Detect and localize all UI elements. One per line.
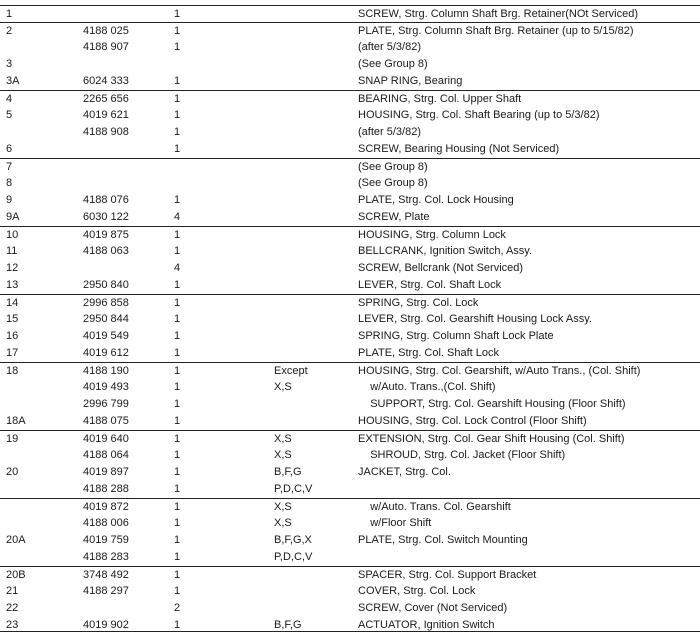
quantity: 1	[174, 619, 181, 631]
description: w/Floor Shift	[358, 517, 432, 529]
quantity: 1	[174, 433, 181, 445]
description: SCREW, Strg. Column Shaft Brg. Retainer(NOt Serviced)	[358, 8, 638, 20]
model-code: B,F,G	[274, 466, 302, 478]
table-row	[0, 362, 700, 379]
part-number: 4188 908	[83, 126, 129, 138]
item-number: 13	[6, 279, 19, 291]
table-row	[0, 124, 700, 141]
description: JACKET, Strg. Col.	[358, 466, 451, 478]
part-number: 4019 872	[83, 501, 129, 513]
part-number: 4019 902	[83, 619, 129, 631]
description: HOUSING, Strg. Col. Lock Control (Floor Shift)	[358, 415, 587, 427]
quantity: 1	[174, 279, 181, 291]
quantity: 1	[174, 365, 181, 377]
part-number: 4188 907	[83, 41, 129, 53]
part-number: 2996 799	[83, 398, 129, 410]
quantity: 1	[174, 8, 181, 20]
item-number: 15	[6, 313, 19, 325]
item-number: 16	[6, 330, 19, 342]
table-row	[0, 464, 700, 481]
description: (after 5/3/82)	[358, 41, 421, 53]
description: SCREW, Cover (Not Serviced)	[358, 602, 508, 614]
item-number: 22	[6, 602, 19, 614]
part-number: 4019 549	[83, 330, 129, 342]
table-row	[0, 481, 700, 498]
description: SCREW, Plate	[358, 211, 430, 223]
item-number: 11	[6, 245, 18, 257]
item-number: 3A	[6, 75, 20, 87]
quantity: 1	[174, 517, 181, 529]
quantity: 1	[174, 126, 181, 138]
part-number: 4019 493	[83, 381, 129, 393]
quantity: 1	[174, 25, 181, 37]
description: HOUSING, Strg. Col. Shaft Bearing (up to 5/3/82)	[358, 109, 600, 121]
model-code: X,S	[274, 381, 292, 393]
part-number: 4188 063	[83, 245, 129, 257]
quantity: 1	[174, 415, 181, 427]
table-row	[0, 328, 700, 345]
quantity: 1	[174, 381, 181, 393]
part-number: 2950 844	[83, 313, 129, 325]
description: SCREW, Bellcrank (Not Serviced)	[358, 262, 524, 274]
description: w/Auto. Trans. Col. Gearshift	[358, 501, 511, 513]
table-row	[0, 243, 700, 260]
item-number: 20	[6, 466, 19, 478]
description: SHROUD, Strg. Col. Jacket (Floor Shift)	[358, 449, 566, 461]
item-number: 14	[6, 297, 19, 309]
model-code: Except	[274, 365, 308, 377]
quantity: 1	[174, 109, 181, 121]
description: (See Group 8)	[358, 161, 428, 173]
item-number: 18A	[6, 415, 26, 427]
model-code: X,S	[274, 517, 292, 529]
part-number: 2996 858	[83, 297, 129, 309]
part-number: 4188 025	[83, 25, 129, 37]
part-number: 4019 759	[83, 534, 129, 546]
part-number: 4019 640	[83, 433, 129, 445]
quantity: 1	[174, 41, 181, 53]
table-row	[0, 600, 700, 617]
part-number: 2265 656	[83, 93, 129, 105]
part-number: 4188 076	[83, 194, 129, 206]
item-number: 5	[6, 109, 13, 121]
table-row	[0, 532, 700, 549]
part-number: 4188 064	[83, 449, 129, 461]
part-number: 4188 190	[83, 365, 129, 377]
table-row	[0, 277, 700, 294]
part-number: 4019 612	[83, 347, 129, 359]
description: HOUSING, Strg. Col. Gearshift, w/Auto Trans., (Col. Shift)	[358, 365, 641, 377]
part-number: 4188 006	[83, 517, 129, 529]
table-row	[0, 447, 700, 464]
description: (See Group 8)	[358, 58, 428, 70]
table-row	[0, 56, 700, 73]
table-row	[0, 73, 700, 90]
quantity: 1	[174, 229, 181, 241]
item-number: 21	[6, 585, 19, 597]
quantity: 1	[174, 551, 181, 563]
model-code: P,D,C,V	[274, 551, 313, 563]
table-row	[0, 39, 700, 56]
model-code: X,S	[274, 501, 292, 513]
table-row	[0, 583, 700, 600]
table-row	[0, 22, 700, 39]
description: PLATE, Strg. Col. Shaft Lock	[358, 347, 500, 359]
description: ACTUATOR, Ignition Switch	[358, 619, 495, 631]
table-row	[0, 430, 700, 447]
part-number: 4188 283	[83, 551, 129, 563]
item-number: 2	[6, 25, 13, 37]
description: BEARING, Strg. Col. Upper Shaft	[358, 93, 522, 105]
description: PLATE, Strg. Col. Lock Housing	[358, 194, 514, 206]
table-row	[0, 158, 700, 175]
item-number: 3	[6, 58, 13, 70]
table-row	[0, 549, 700, 566]
table-row	[0, 515, 700, 532]
item-number: 6	[6, 143, 13, 155]
description: w/Auto. Trans.,(Col. Shift)	[358, 381, 496, 393]
description: SPRING, Strg. Column Shaft Lock Plate	[358, 330, 554, 342]
description: COVER, Strg. Col. Lock	[358, 585, 476, 597]
item-number: 7	[6, 161, 13, 173]
description: PLATE, Strg. Column Shaft Brg. Retainer (up to 5/15/82)	[358, 25, 634, 37]
description: SUPPORT, Strg. Col. Gearshift Housing (Floor Shift)	[358, 398, 626, 410]
quantity: 1	[174, 313, 181, 325]
quantity: 2	[174, 602, 181, 614]
table-row	[0, 345, 700, 362]
item-number: 9A	[6, 211, 20, 223]
table-row	[0, 311, 700, 328]
description: HOUSING, Strg. Column Lock	[358, 229, 506, 241]
description: PLATE, Strg. Col. Switch Mounting	[358, 534, 528, 546]
table-row	[0, 413, 700, 430]
table-row	[0, 226, 700, 243]
quantity: 4	[174, 262, 181, 274]
part-number: 4188 297	[83, 585, 129, 597]
description: BELLCRANK, Ignition Switch, Assy.	[358, 245, 533, 257]
part-number: 2950 840	[83, 279, 129, 291]
quantity: 1	[174, 347, 181, 359]
quantity: 1	[174, 143, 181, 155]
quantity: 1	[174, 75, 181, 87]
table-row	[0, 294, 700, 311]
part-number: 6030 122	[83, 211, 129, 223]
quantity: 1	[174, 449, 181, 461]
quantity: 1	[174, 297, 181, 309]
item-number: 20B	[6, 569, 26, 581]
quantity: 1	[174, 534, 181, 546]
bottom-rule	[0, 631, 700, 632]
description: SPACER, Strg. Col. Support Bracket	[358, 569, 537, 581]
quantity: 1	[174, 245, 181, 257]
table-row	[0, 209, 700, 226]
item-number: 17	[6, 347, 19, 359]
item-number: 20A	[6, 534, 26, 546]
model-code: P,D,C,V	[274, 483, 313, 495]
part-number: 4188 288	[83, 483, 129, 495]
quantity: 1	[174, 466, 181, 478]
description: SNAP RING, Bearing	[358, 75, 463, 87]
table-row	[0, 396, 700, 413]
quantity: 1	[174, 330, 181, 342]
item-number: 23	[6, 619, 19, 631]
item-number: 18	[6, 365, 19, 377]
description: SCREW, Bearing Housing (Not Serviced)	[358, 143, 560, 155]
description: LEVER, Strg. Col. Shaft Lock	[358, 279, 502, 291]
description: (after 5/3/82)	[358, 126, 421, 138]
table-row	[0, 566, 700, 583]
item-number: 19	[6, 433, 19, 445]
quantity: 1	[174, 93, 181, 105]
quantity: 1	[174, 501, 181, 513]
table-row	[0, 175, 700, 192]
item-number: 10	[6, 229, 19, 241]
item-number: 4	[6, 93, 13, 105]
item-number: 9	[6, 194, 13, 206]
table-row	[0, 379, 700, 396]
part-number: 4188 075	[83, 415, 129, 427]
quantity: 1	[174, 569, 181, 581]
part-number: 4019 621	[83, 109, 129, 121]
table-row	[0, 192, 700, 209]
table-row	[0, 498, 700, 515]
quantity: 4	[174, 211, 181, 223]
table-row	[0, 141, 700, 158]
description: LEVER, Strg. Col. Gearshift Housing Lock Assy.	[358, 313, 592, 325]
description: EXTENSION, Strg. Col. Gear Shift Housing (Col. Shift)	[358, 433, 625, 445]
model-code: X,S	[274, 449, 292, 461]
description: SPRING, Strg. Col. Lock	[358, 297, 479, 309]
part-number: 4019 897	[83, 466, 129, 478]
table-row	[0, 260, 700, 277]
part-number: 3748 492	[83, 569, 129, 581]
part-number: 6024 333	[83, 75, 129, 87]
table-row	[0, 107, 700, 124]
item-number: 12	[6, 262, 19, 274]
model-code: B,F,G	[274, 619, 302, 631]
item-number: 1	[6, 8, 13, 20]
quantity: 1	[174, 483, 181, 495]
model-code: X,S	[274, 433, 292, 445]
item-number: 8	[6, 177, 13, 189]
model-code: B,F,G,X	[274, 534, 312, 546]
quantity: 1	[174, 398, 181, 410]
quantity: 1	[174, 194, 181, 206]
quantity: 1	[174, 585, 181, 597]
part-number: 4019 875	[83, 229, 129, 241]
table-row	[0, 5, 700, 22]
table-row	[0, 90, 700, 107]
description: (See Group 8)	[358, 177, 428, 189]
